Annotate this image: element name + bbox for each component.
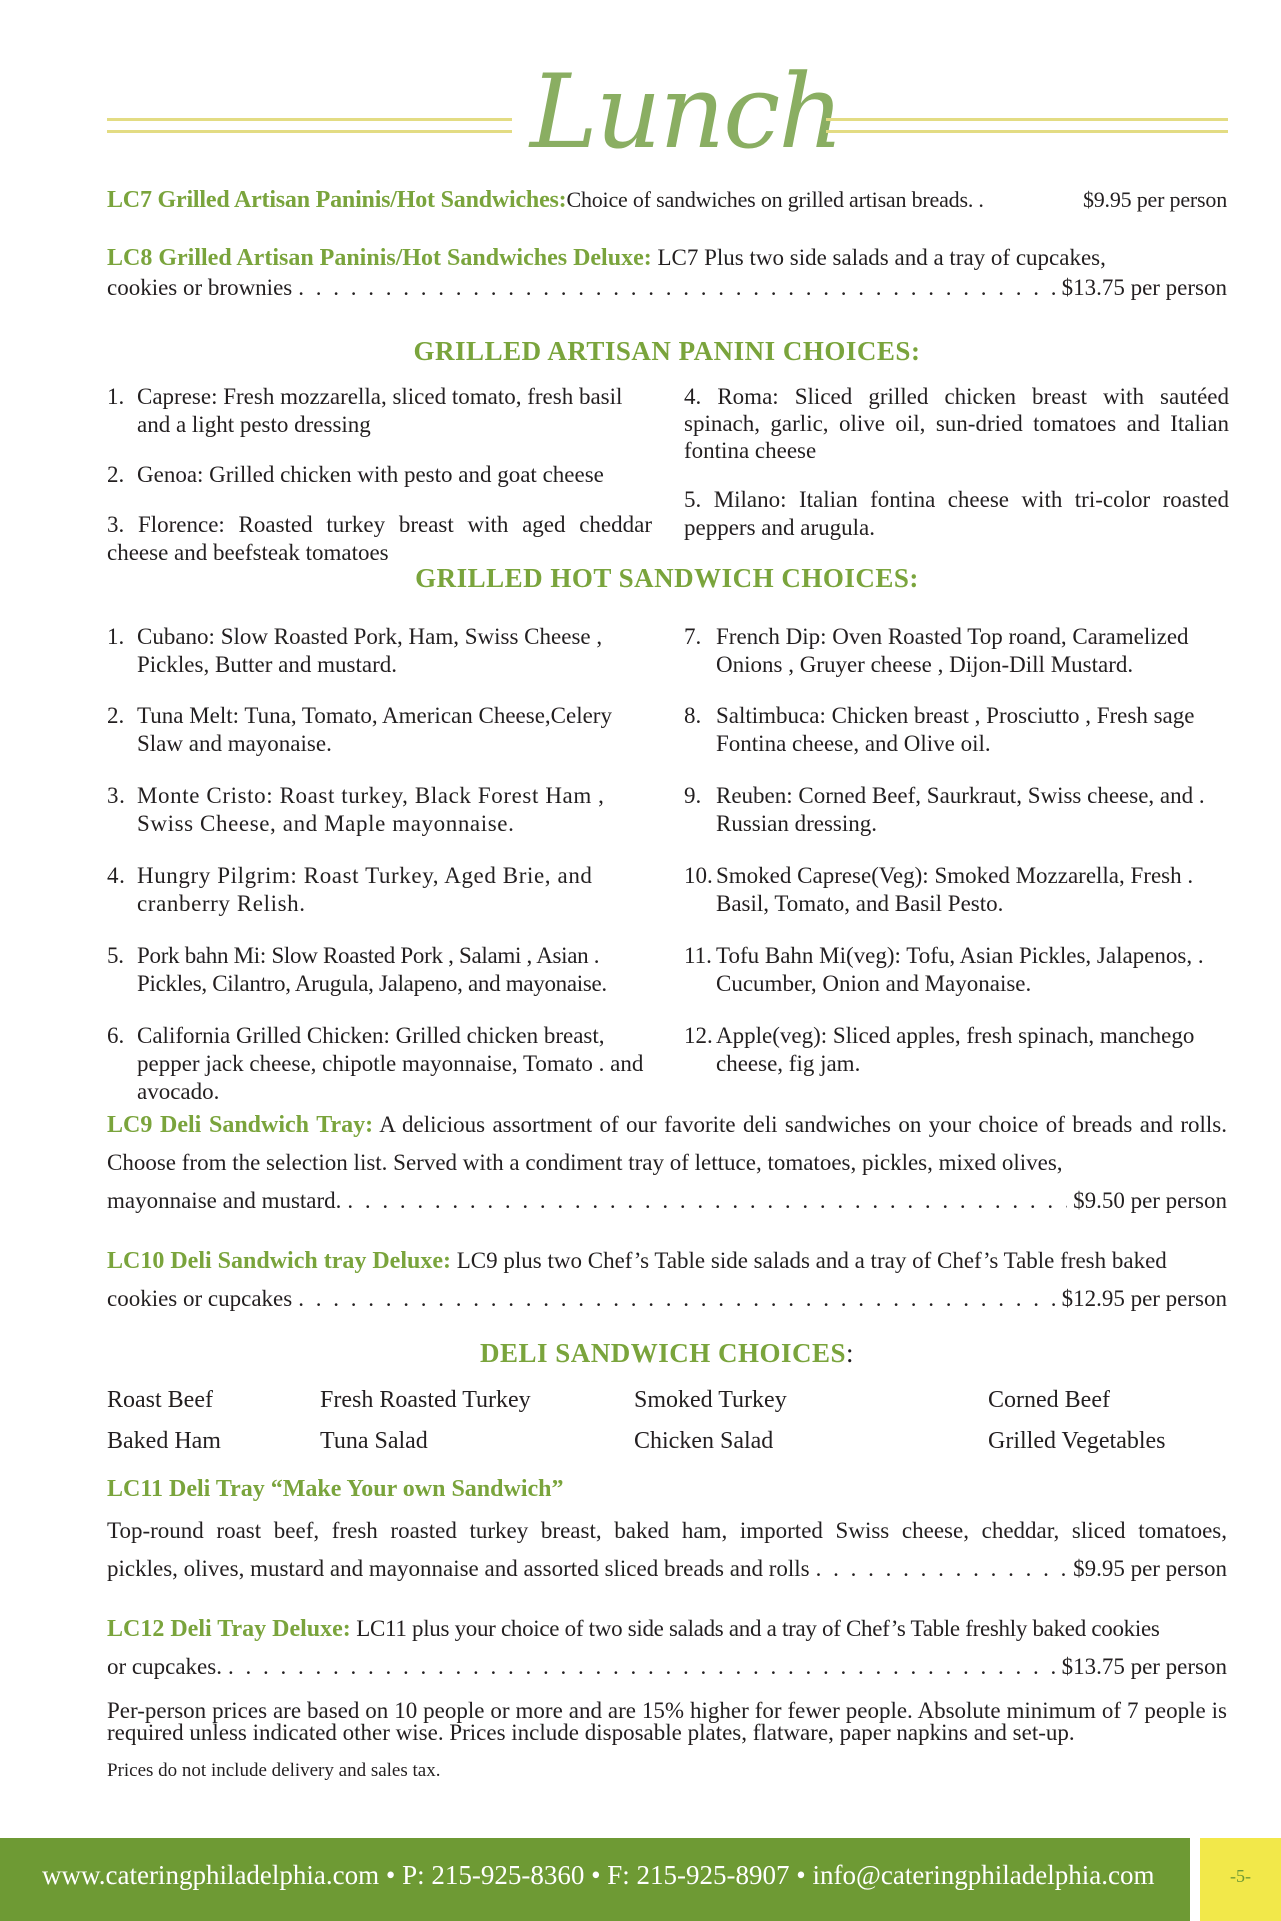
list-item: 4. Roma: Sliced grilled chicken breast with sautéed spinach, garlic, olive oil, sun-dried tomatoes and Italian fontina cheese bbox=[684, 384, 1229, 463]
lc8-block bbox=[107, 243, 1227, 303]
lc8-price-row bbox=[107, 273, 1227, 303]
lc12-title: LC12 Deli Tray Deluxe: bbox=[107, 1616, 351, 1642]
header-rule-right bbox=[826, 118, 1228, 133]
lc11-price-row bbox=[107, 1550, 1227, 1588]
lc10-title: LC10 Deli Sandwich tray Deluxe: bbox=[107, 1248, 451, 1274]
list-item: 8. Saltimbuca: Chicken breast , Prosciutto , Fresh sage Fontina cheese, and Olive oil. bbox=[684, 703, 1195, 756]
page-number-badge bbox=[1200, 1838, 1281, 1921]
lc12-description: LC11 plus your choice of two side salads and a tray of Chef’s Table freshly baked cookies bbox=[356, 1616, 1160, 1641]
header-rule-left bbox=[107, 118, 512, 133]
page-number: -5- bbox=[1230, 1866, 1251, 1886]
lc7-title: LC7 Grilled Artisan Paninis/Hot Sandwiches: bbox=[107, 187, 567, 213]
list-item: 3. Florence: Roasted turkey breast with aged cheddar cheese and beefsteak tomatoes bbox=[107, 512, 652, 565]
lc9-block bbox=[107, 1106, 1227, 1220]
deli-choice: Tuna Salad bbox=[320, 1428, 428, 1454]
list-item: 10. Smoked Caprese(Veg): Smoked Mozzarella, Fresh . Basil, Tomato, and Basil Pesto. bbox=[684, 863, 1194, 916]
list-item: 11. Tofu Bahn Mi(veg): Tofu, Asian Pickles, Jalapenos, . Cucumber, Onion and Mayonaise. bbox=[684, 943, 1204, 996]
lc12-price: $13.75 per person bbox=[1061, 1654, 1227, 1679]
page-title: Lunch bbox=[530, 53, 842, 172]
tax-note: Prices do not include delivery and sales tax. bbox=[107, 1760, 441, 1781]
lc11-title: LC11 Deli Tray “Make Your own Sandwich” bbox=[107, 1476, 564, 1502]
panini-section-title: GRILLED ARTISAN PANINI CHOICES: bbox=[413, 336, 921, 366]
deli-choice: Corned Beef bbox=[988, 1387, 1110, 1413]
lc9-description-cont: mayonnaise and mustard. bbox=[107, 1188, 342, 1213]
lc8-description: LC7 Plus two side salads and a tray of cupcakes, bbox=[657, 245, 1106, 270]
deli-choice: Smoked Turkey bbox=[634, 1387, 787, 1413]
lc12-description-cont: or cupcakes. bbox=[107, 1654, 222, 1679]
list-item: 6. California Grilled Chicken: Grilled chicken breast, pepper jack cheese, chipotle mayonnaise, Tomato . and avocado. bbox=[107, 1023, 644, 1104]
list-item: 5. Milano: Italian fontina cheese with tri-color roasted peppers and arugula. bbox=[684, 487, 1229, 540]
lc8-price: $13.75 per person bbox=[1061, 275, 1227, 300]
deli-section-title bbox=[107, 1338, 1227, 1369]
lc11-description: Top-round roast beef, fresh roasted turkey breast, baked ham, imported Swiss cheese, cheddar, sliced tomatoes, bbox=[107, 1518, 1227, 1543]
hot-left-column bbox=[107, 623, 657, 1128]
hot-section-title: GRILLED HOT SANDWICH CHOICES: bbox=[415, 563, 919, 593]
panini-left-column bbox=[107, 383, 652, 589]
deli-choice: Chicken Salad bbox=[634, 1428, 774, 1454]
hot-right-column bbox=[684, 623, 1232, 1100]
lc10-price: $12.95 per person bbox=[1061, 1286, 1227, 1311]
panini-right-column bbox=[684, 383, 1229, 564]
list-item: 9. Reuben: Corned Beef, Saurkraut, Swiss cheese, and . Russian dressing. bbox=[684, 783, 1205, 836]
lc8-description-cont: cookies or brownies bbox=[107, 275, 293, 300]
list-item: 5. Pork bahn Mi: Slow Roasted Pork , Salami , Asian . Pickles, Cilantro, Arugula, Jalapeno, and mayonaise. bbox=[107, 943, 607, 996]
deli-title-text: DELI SANDWICH CHOICES bbox=[479, 1338, 847, 1368]
lc9-description: A delicious assortment of our favorite deli sandwiches on your choice of breads and rolls. Choose from the selection list. Served with a condiment tray of lettuce, tomatoes, pickles, mixed olives, bbox=[107, 1112, 1227, 1175]
list-item: 2. Tuna Melt: Tuna, Tomato, American Cheese,Celery Slaw and mayonaise. bbox=[107, 703, 612, 756]
lc10-description: LC9 plus two Chef’s Table side salads and a tray of Chef’s Table fresh baked bbox=[456, 1248, 1167, 1273]
deli-choice: Grilled Vegetables bbox=[988, 1428, 1166, 1454]
lc12-block bbox=[107, 1610, 1227, 1686]
pricing-note: Per-person prices are based on 10 people or more and are 15% higher for fewer people. Absolute minimum of 7 people is required unless indicated other wise. Prices include disposable plates, flatware, paper napkins and set-up. bbox=[107, 1698, 1227, 1745]
lc11-price: $9.95 per person bbox=[1073, 1556, 1227, 1581]
list-item: 1. Caprese: Fresh mozzarella, sliced tomato, fresh basil and a light pesto dressing bbox=[107, 384, 623, 437]
lc10-price-row bbox=[107, 1280, 1227, 1318]
lc11-description-cont: pickles, olives, mustard and mayonnaise and assorted sliced breads and rolls bbox=[107, 1556, 810, 1581]
deli-choice: Roast Beef bbox=[107, 1387, 213, 1413]
list-item: 1. Cubano: Slow Roasted Pork, Ham, Swiss Cheese , Pickles, Butter and mustard. bbox=[107, 624, 603, 677]
lc9-price-row bbox=[107, 1182, 1227, 1220]
lc8-title: LC8 Grilled Artisan Paninis/Hot Sandwiches Deluxe: bbox=[107, 245, 652, 271]
lc12-price-row bbox=[107, 1648, 1227, 1686]
deli-title-colon: : bbox=[846, 1338, 855, 1368]
deli-choice: Fresh Roasted Turkey bbox=[320, 1387, 531, 1413]
list-item: 4. Hungry Pilgrim: Roast Turkey, Aged Brie, and cranberry Relish. bbox=[107, 863, 593, 916]
lc10-description-cont: cookies or cupcakes bbox=[107, 1286, 293, 1311]
list-item: 2. Genoa: Grilled chicken with pesto and goat cheese bbox=[107, 462, 604, 487]
lc7-row bbox=[107, 185, 1227, 215]
list-item: 7. French Dip: Oven Roasted Top roand, Caramelized Onions , Gruyer cheese , Dijon-Dill Mustard. bbox=[684, 624, 1189, 677]
lc9-title: LC9 Deli Sandwich Tray: bbox=[107, 1112, 374, 1138]
lc9-price: $9.50 per person bbox=[1073, 1188, 1227, 1213]
lc11-block bbox=[107, 1474, 1227, 1588]
list-item: 3. Monte Cristo: Roast turkey, Black Forest Ham , Swiss Cheese, and Maple mayonnaise. bbox=[107, 783, 605, 836]
lc7-price: $9.95 per person bbox=[1082, 187, 1227, 212]
footer-contact: www.cateringphiladelphia.com • P: 215-925-8360 • F: 215-925-8907 • info@cateringphiladelphia.com bbox=[42, 1860, 1155, 1890]
list-item: 12. Apple(veg): Sliced apples, fresh spinach, manchego cheese, fig jam. bbox=[684, 1023, 1195, 1076]
lc7-description: Choice of sandwiches on grilled artisan breads. . bbox=[566, 187, 984, 212]
lc10-block bbox=[107, 1242, 1227, 1318]
deli-choice: Baked Ham bbox=[107, 1428, 221, 1454]
